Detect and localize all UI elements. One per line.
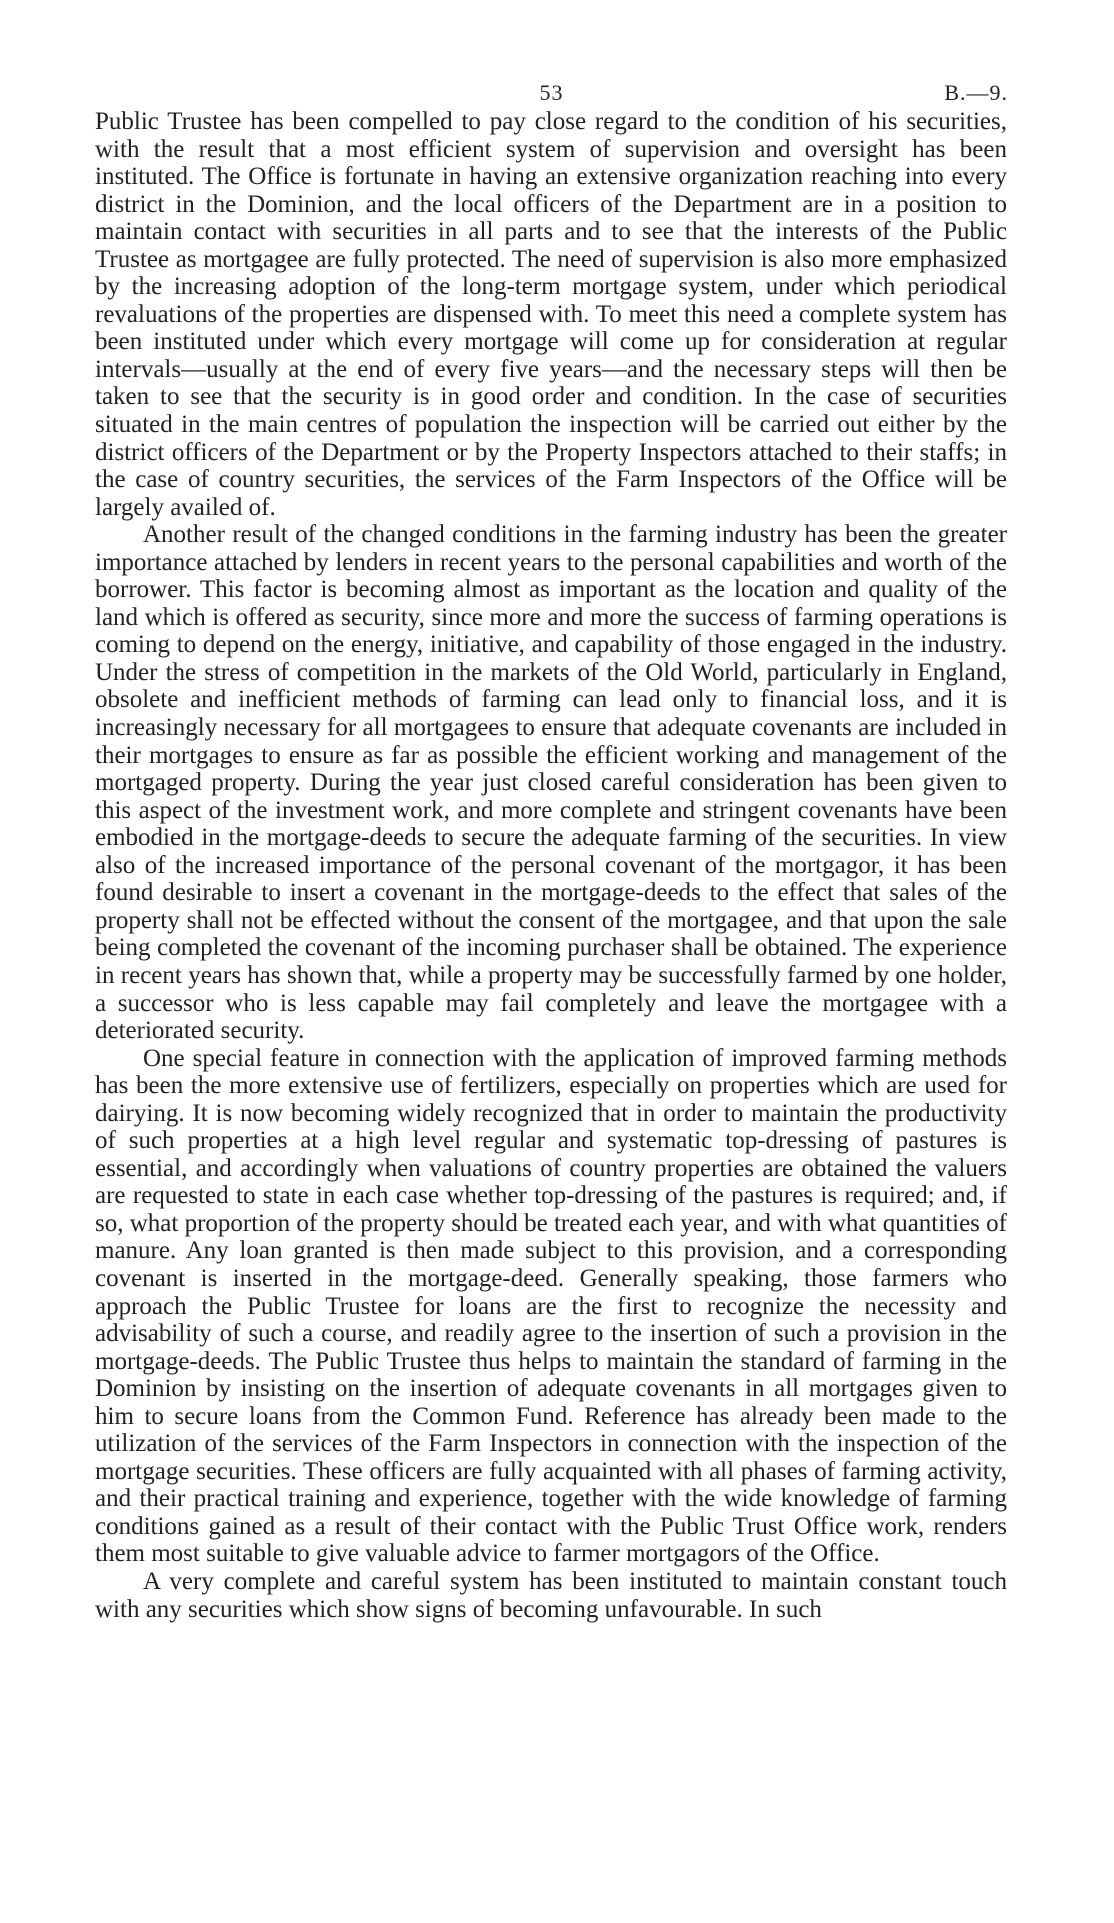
- paragraph-borrower-capabilities: Another result of the changed conditions in the farming industry has been the greater importance attached by lenders in recent years to the personal capabilities and worth of the borrower. This factor is becoming almost as important as the location and quality of the land which is offered as security, since more and more the success of farming operations is coming to depend on the energy, initiative, and capability of those engaged in the industry. Under the stress of competition in the markets of the Old World, particularly in England, obsolete and inefficient methods of farming can lead only to financial loss, and it is increasingly necessary for all mortgagees to ensure that adequate covenants are included in their mortgages to ensure as far as possible the efficient working and management of the mortgaged property. During the year just closed careful consideration has been given to this aspect of the investment work, and more complete and stringent covenants have been embodied in the mortgage-deeds to secure the adequate farming of the securities. In view also of the increased importance of the personal covenant of the mortgagor, it has been found desirable to insert a covenant in the mortgage-deeds to the effect that sales of the property shall not be effected without the consent of the mortgagee, and that upon the sale being completed the covenant of the incoming purchaser shall be obtained. The experience in recent years has shown that, while a property may be successfully farmed by one holder, a successor who is less capable may fail completely and leave the mortgagee with a deteriorated security.: [95, 521, 1007, 1045]
- paragraph-unfavourable-securities: A very complete and careful system has been instituted to maintain constant touch with any securities which show signs of becoming unfavourable. In such: [95, 1567, 1007, 1623]
- paragraph-continuation: Public Trustee has been compelled to pay close regard to the condition of his securities, with the result that a most efficient system of supervision and oversight has been instituted. The Office is fortunate in having an extensive organization reaching into every district in the Dominion, and the local officers of the Department are in a position to maintain contact with securities in all parts and to see that the interests of the Public Trustee as mortgagee are fully protected. The need of supervision is also more emphasized by the increasing adoption of the long-term mortgage system, under which periodical revaluations of the properties are dispensed with. To meet this need a complete system has been instituted under which every mortgage will come up for consideration at regular intervals—usually at the end of every five years—and the necessary steps will then be taken to see that the security is in good order and condition. In the case of securities situated in the main centres of population the inspection will be carried out either by the district officers of the Department or by the Property Inspectors attached to their staffs; in the case of country securities, the services of the Farm Inspectors of the Office will be largely availed of.: [95, 108, 1007, 521]
- paragraph-fertilizers: One special feature in connection with the application of improved farming methods has been the more extensive use of fertilizers, especially on properties which are used for dairying. It is now becoming widely recognized that in order to maintain the productivity of such properties at a high level regular and systematic top-dressing of pastures is essential, and accordingly when valuations of country properties are obtained the valuers are requested to state in each case whether top-dressing of the pastures is required; and, if so, what proportion of the property should be treated each year, and with what quantities of manure. Any loan granted is then made subject to this provision, and a corresponding covenant is inserted in the mortgage-deed. Generally speaking, those farmers who approach the Public Trustee for loans are the first to recognize the necessity and advisability of such a course, and readily agree to the insertion of such a provision in the mortgage-deeds. The Public Trustee thus helps to maintain the standard of farming in the Dominion by insisting on the insertion of adequate covenants in all mortgages given to him to secure loans from the Common Fund. Reference has already been made to the utilization of the services of the Farm Inspectors in connection with the inspection of the mortgage securities. These officers are fully acquainted with all phases of farming activity, and their practical training and experience, together with the wide knowledge of farming conditions gained as a result of their contact with the Public Trust Office work, renders them most suitable to give valuable advice to farmer mortgagors of the Office.: [95, 1044, 1007, 1568]
- document-reference: B.—9.: [944, 80, 1008, 105]
- body-text: [95, 108, 1007, 1623]
- page-number: 53: [539, 80, 564, 105]
